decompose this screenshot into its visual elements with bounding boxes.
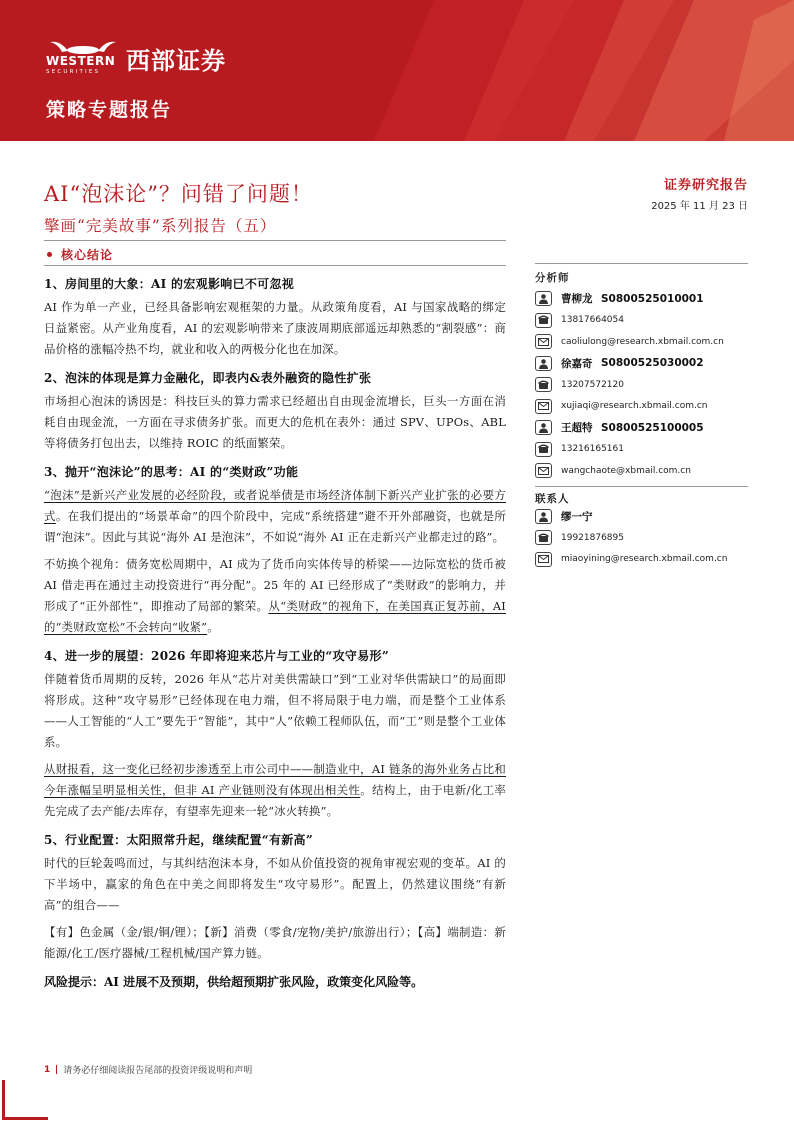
- analyst-cert: S0800525100005: [601, 421, 704, 434]
- logo-english: WESTERN: [46, 54, 116, 68]
- page-title: AI“泡沫论”？问错了问题！: [44, 182, 313, 206]
- page-footer: [44, 1063, 252, 1076]
- core-conclusion-header: [44, 244, 506, 266]
- analyst-email[interactable]: wangchaote@xbmail.com.cn: [561, 465, 691, 476]
- contact-phone: 19921876895: [561, 532, 624, 543]
- banner-decoration: [374, 0, 794, 141]
- contacts-label: 联系人: [535, 486, 748, 506]
- analysts-label: 分析师: [535, 272, 570, 284]
- section-paragraph: 从财报看，这一变化已经初步渗透至上市公司中——制造业中，AI 链条的海外业务占比和今年涨幅呈明显相关性，但非 AI 产业链则没有体现出相关性。结构上，由于电新/化工率先完成了去产能/去库存，有望率先迎来一轮“冰火转换”。: [44, 762, 506, 818]
- email-icon: [535, 463, 552, 478]
- person-icon: [535, 509, 552, 524]
- contact-email-row: [535, 549, 748, 571]
- section-paragraph: 市场担心泡沫的诱因是：科技巨头的算力需求已经超出自由现金流增长，巨头一方面在消耗自由现金流，一方面在寻求债务扩张。而更大的危机在表外：通过 SPV、UPOs、ABL 等将债务打包出去，以维持 ROIC 的纸面繁荣。: [44, 394, 506, 450]
- phone-icon: [535, 530, 552, 545]
- contact-phone-row: [535, 527, 748, 549]
- page-number: 1: [44, 1064, 51, 1075]
- analyst-panel: [535, 268, 748, 570]
- title-divider: [44, 240, 506, 241]
- email-icon: [535, 399, 552, 414]
- corner-mark-vertical: [2, 1080, 5, 1120]
- logo-mark: [46, 36, 120, 80]
- logo-chinese: 西部证券: [126, 46, 226, 75]
- section-heading: 2、泡沫的体现是算力金融化，即表内&表外融资的隐性扩张: [44, 371, 372, 385]
- contact-name-row: [535, 506, 748, 528]
- analyst-name: 徐嘉奇: [561, 357, 593, 370]
- section-paragraph: 不妨换个视角：债务宽松周期中，AI 成为了货币向实体传导的桥梁——边际宽松的货币被 AI 借走再在通过主动投资进行“再分配”。25 年的 AI 已经形成了“类财政”的影响力，并形成了“正外部性”，即推动了局部的繁荣。从“类财政”的视角下，在美国真正复苏前，AI 的“类财政宽松”不会转向“收紧”。: [44, 557, 506, 634]
- corner-mark-horizontal: [2, 1117, 48, 1120]
- core-conclusion-label: 核心结论: [61, 248, 114, 262]
- section-paragraph: 时代的巨轮轰鸣而过，与其纠结泡沫本身，不如从价值投资的视角审视宏观的变革。AI 的下半场中，赢家的角色在中美之间即将发生“攻守易形”。配置上，仍然建议围绕“有新高”的组合——: [44, 856, 506, 912]
- logo-english-sub: SECURITIES: [46, 69, 101, 75]
- analyst-phone-row: [535, 310, 748, 332]
- report-type: 策略专题报告: [46, 99, 173, 121]
- report-category: 证券研究报告: [663, 178, 748, 193]
- key-sentence: 从“类财政”的视角下，在美国真正复苏前，AI 的“类财政宽松”不会转向“收紧”: [44, 599, 506, 634]
- side-divider: [535, 263, 748, 264]
- email-icon: [535, 552, 552, 567]
- header-banner: [0, 0, 794, 141]
- section-heading: 3、抛开“泡沫论”的思考：AI 的“类财政”功能: [44, 465, 299, 479]
- person-icon: [535, 291, 552, 306]
- analyst-email-row: [535, 460, 748, 482]
- page-subtitle: 擎画“完美故事”系列报告（五）: [44, 217, 277, 235]
- report-date: 2025 年 11 月 23 日: [651, 201, 748, 212]
- analyst-phone-row: [535, 374, 748, 396]
- key-sentence: “泡沫”是新兴产业发展的必经阶段，或者说举债是市场经济体制下新兴产业扩张的必要方式: [44, 488, 506, 523]
- contact-name: 缪一宁: [561, 510, 593, 523]
- analyst-email[interactable]: caoliulong@research.xbmail.com.cn: [561, 336, 724, 347]
- analyst-name: 曹柳龙: [561, 293, 593, 306]
- section-paragraph: 【有】色金属（金/银/铜/锂）；【新】消费（零食/宠物/美护/旅游出行）；【高】端制造：新能源/化工/医疗器械/工程机械/国产算力链。: [44, 925, 506, 960]
- contact-email[interactable]: miaoyining@research.xbmail.com.cn: [561, 554, 728, 565]
- analyst-cert: S0800525030002: [601, 357, 704, 370]
- bull-horns-icon: [46, 36, 120, 54]
- analyst-name-row: [535, 353, 748, 375]
- analyst-email[interactable]: xujiaqi@research.xbmail.com.cn: [561, 401, 708, 412]
- analyst-name: 王超特: [561, 422, 593, 435]
- analyst-cert: S0800525010001: [601, 292, 704, 305]
- section-paragraph: “泡沫”是新兴产业发展的必经阶段，或者说举债是市场经济体制下新兴产业扩张的必要方式。在我们提出的“场景革命”的四个阶段中，完成“系统搭建”避不开外部融资，也就是所谓“泡沫”。因此与其说“海外 AI 是泡沫”，不如说“海外 AI 正在走新兴产业都走过的路”。: [44, 488, 507, 544]
- company-logo: [46, 36, 226, 80]
- analyst-phone-row: [535, 439, 748, 461]
- analyst-phone: 13216165161: [561, 444, 624, 455]
- bullet-icon: [47, 252, 52, 257]
- risk-warning: 风险提示：AI 进展不及预期，供给超预期扩张风险，政策变化风险等。: [44, 975, 424, 989]
- section-heading: 1、房间里的大象：AI 的宏观影响已不可忽视: [44, 277, 295, 291]
- section-paragraph: AI 作为单一产业，已经具备影响宏观框架的力量。从政策角度看，AI 与国家战略的绑定日益紧密。从产业角度看，AI 的宏观影响带来了康波周期底部遥远却熟悉的“割裂感”：商品价格的涨幅冷热不均，就业和收入的两极分化也在加深。: [44, 300, 506, 356]
- section-heading: 4、进一步的展望：2026 年即将迎来芯片与工业的“攻守易形”: [44, 649, 390, 663]
- footer-separator: [56, 1065, 57, 1074]
- section-heading: 5、行业配置：太阳照常升起，继续配置“有新高”: [44, 833, 314, 847]
- section-paragraph: 伴随着货币周期的反转，2026 年从“芯片对美供需缺口”到“工业对华供需缺口”的局面即将形成。这种“攻守易形”已经体现在电力端，但不将局限于电力端，而是整个工业体系——人工智能的“人工”要先于“智能”，其中“人”依赖工程师队伍，而“工”则是整个工业体系。: [44, 672, 506, 749]
- main-content: [44, 244, 506, 992]
- analyst-email-row: [535, 396, 748, 418]
- phone-icon: [535, 442, 552, 457]
- person-icon: [535, 356, 552, 371]
- phone-icon: [535, 313, 552, 328]
- phone-icon: [535, 377, 552, 392]
- analyst-phone: 13817664054: [561, 315, 624, 326]
- person-icon: [535, 420, 552, 435]
- footer-disclaimer: 请务必仔细阅读报告尾部的投资评级说明和声明: [63, 1066, 253, 1076]
- analyst-name-row: [535, 417, 748, 439]
- analyst-name-row: [535, 288, 748, 310]
- email-icon: [535, 334, 552, 349]
- key-sentence: 从财报看，这一变化已经初步渗透至上市公司中——制造业中，AI 链条的海外业务占比和今年涨幅呈明显相关性，但非 AI 产业链则没有体现出相关性: [44, 762, 506, 797]
- analyst-email-row: [535, 331, 748, 353]
- analyst-phone: 13207572120: [561, 379, 624, 390]
